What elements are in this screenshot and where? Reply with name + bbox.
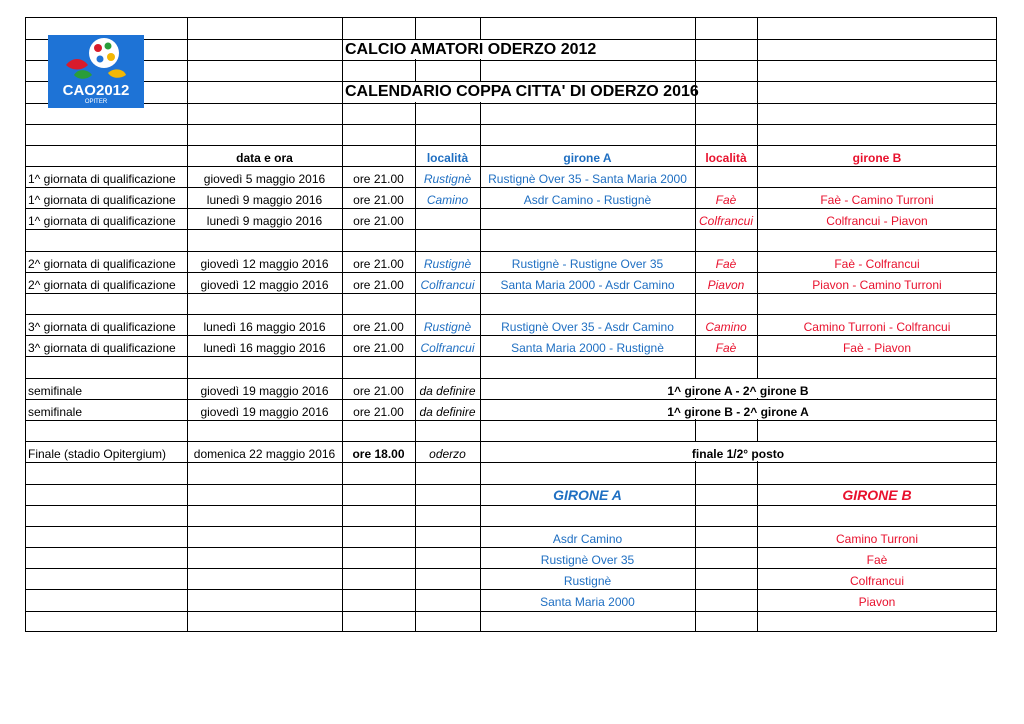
header-location-b: località: [705, 151, 747, 165]
match-a-cell: Rustignè Over 35 - Asdr Camino: [501, 320, 674, 334]
grid-row-line: [26, 251, 996, 252]
location-b-cell: Faè: [715, 193, 737, 207]
header-date: data e ora: [236, 151, 293, 165]
phase-cell: 2^ giornata di qualificazione: [28, 257, 176, 271]
grid-row-line: [26, 547, 996, 548]
location-a-cell: Colfrancui: [420, 341, 475, 355]
girone-b-team: Colfrancui: [849, 574, 905, 588]
girone-a-team: Rustignè: [563, 574, 612, 588]
location-a-cell: Camino: [426, 193, 469, 207]
time-cell: ore 21.00: [353, 257, 404, 271]
location-cell: oderzo: [429, 447, 466, 461]
location-a-cell: Rustignè: [423, 320, 472, 334]
match-b-cell: Camino Turroni - Colfrancui: [803, 320, 951, 334]
phase-cell: 3^ giornata di qualificazione: [28, 320, 176, 334]
grid-row-line: [26, 314, 996, 315]
grid-row-line: [26, 462, 996, 463]
time-cell: ore 21.00: [353, 320, 404, 334]
location-cell: da definire: [419, 405, 476, 419]
match-b-cell: Piavon - Camino Turroni: [812, 278, 942, 292]
date-cell: lunedì 9 maggio 2016: [206, 193, 323, 207]
grid-row-line: [26, 272, 996, 273]
location-b-cell: Faè: [715, 341, 737, 355]
phase-cell: 3^ giornata di qualificazione: [28, 341, 176, 355]
sub-title: CALENDARIO COPPA CITTA' DI ODERZO 2016: [345, 83, 699, 100]
time-cell: ore 21.00: [353, 172, 404, 186]
phase-cell: 1^ giornata di qualificazione: [28, 214, 176, 228]
main-title: CALCIO AMATORI ODERZO 2012: [345, 41, 597, 58]
date-cell: lunedì 16 maggio 2016: [203, 320, 326, 334]
phase-cell: 2^ giornata di qualificazione: [28, 278, 176, 292]
girone-b-team: Faè: [866, 553, 888, 567]
grid-row-line: [26, 611, 996, 612]
phase-cell: semifinale: [28, 384, 83, 398]
final-match-cell: 1^ girone B - 2^ girone A: [667, 405, 809, 419]
schedule-sheet: [25, 17, 997, 632]
match-a-cell: Santa Maria 2000 - Rustignè: [511, 341, 664, 355]
girone-b-title: GIRONE B: [842, 487, 912, 503]
grid-row-line: [26, 505, 996, 506]
match-b-cell: Faè - Camino Turroni: [820, 193, 934, 207]
grid-row-line: [26, 103, 996, 104]
logo-text: CAO2012: [62, 82, 130, 99]
phase-cell: Finale (stadio Opitergium): [28, 447, 167, 461]
time-cell: ore 21.00: [353, 193, 404, 207]
grid-row-line: [26, 589, 996, 590]
date-cell: domenica 22 maggio 2016: [193, 447, 336, 461]
header-girone-a: girone A: [563, 151, 612, 165]
location-b-cell: Piavon: [707, 278, 745, 292]
logo-small-text: OPITER: [84, 99, 108, 105]
time-cell: ore 18.00: [352, 447, 405, 461]
grid-row-line: [26, 187, 996, 188]
time-cell: ore 21.00: [353, 384, 404, 398]
match-b-cell: Faè - Colfrancui: [834, 257, 920, 271]
girone-a-team: Santa Maria 2000: [540, 595, 635, 609]
match-a-cell: Rustignè Over 35 - Santa Maria 2000: [488, 172, 687, 186]
grid-row-line: [26, 166, 996, 167]
match-b-cell: Faè - Piavon: [842, 341, 912, 355]
match-a-cell: Rustignè - Rustigne Over 35: [511, 257, 664, 271]
tournament-logo: [48, 35, 144, 108]
girone-b-team: Camino Turroni: [835, 532, 919, 546]
final-match-cell: finale 1/2° posto: [691, 447, 785, 461]
header-girone-b: girone B: [852, 151, 902, 165]
date-cell: giovedì 19 maggio 2016: [200, 384, 329, 398]
grid-row-line: [26, 60, 996, 61]
match-b-cell: Colfrancui - Piavon: [826, 214, 928, 228]
grid-row-line: [26, 293, 996, 294]
time-cell: ore 21.00: [353, 341, 404, 355]
phase-cell: semifinale: [28, 405, 83, 419]
grid-row-line: [26, 124, 996, 125]
grid-row-line: [26, 526, 996, 527]
date-cell: giovedì 5 maggio 2016: [203, 172, 326, 186]
time-cell: ore 21.00: [353, 278, 404, 292]
date-cell: lunedì 16 maggio 2016: [203, 341, 326, 355]
girone-a-title: GIRONE A: [553, 487, 622, 503]
location-b-cell: Faè: [715, 257, 737, 271]
phase-cell: 1^ giornata di qualificazione: [28, 193, 176, 207]
time-cell: ore 21.00: [353, 214, 404, 228]
header-location-a: località: [426, 151, 469, 165]
grid-row-line: [26, 335, 996, 336]
grid-row-line: [26, 420, 996, 421]
location-cell: da definire: [419, 384, 476, 398]
grid-row-line: [26, 208, 996, 209]
date-cell: giovedì 12 maggio 2016: [200, 278, 329, 292]
date-cell: lunedì 9 maggio 2016: [206, 214, 323, 228]
girone-a-team: Rustignè Over 35: [540, 553, 635, 567]
match-a-cell: Asdr Camino - Rustignè: [523, 193, 652, 207]
date-cell: giovedì 19 maggio 2016: [200, 405, 329, 419]
location-b-cell: Camino: [705, 320, 747, 334]
final-match-cell: 1^ girone A - 2^ girone B: [667, 384, 809, 398]
grid-row-line: [26, 229, 996, 230]
match-a-cell: Santa Maria 2000 - Asdr Camino: [500, 278, 675, 292]
location-a-cell: Rustignè: [423, 257, 472, 271]
phase-cell: 1^ giornata di qualificazione: [28, 172, 176, 186]
grid-row-line: [26, 356, 996, 357]
location-b-cell: Colfrancui: [698, 214, 754, 228]
grid-row-line: [26, 484, 996, 485]
girone-b-team: Piavon: [858, 595, 896, 609]
location-a-cell: Colfrancui: [420, 278, 475, 292]
grid-row-line: [26, 145, 996, 146]
grid-row-line: [26, 568, 996, 569]
time-cell: ore 21.00: [353, 405, 404, 419]
location-a-cell: Rustignè: [423, 172, 472, 186]
girone-a-team: Asdr Camino: [552, 532, 623, 546]
date-cell: giovedì 12 maggio 2016: [200, 257, 329, 271]
